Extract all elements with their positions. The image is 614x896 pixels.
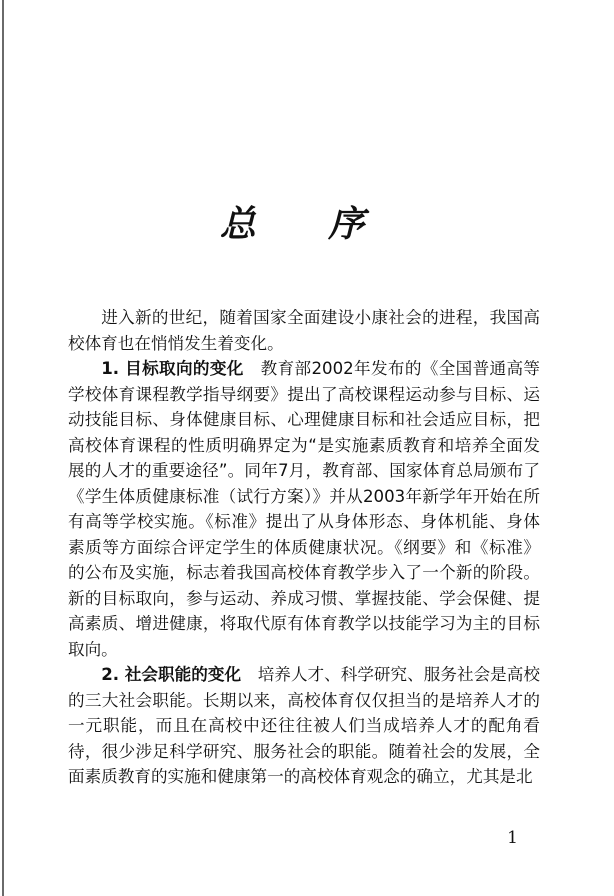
paragraph-intro — [68, 305, 540, 356]
paragraph-social-function — [68, 662, 540, 790]
page-left-border — [2, 0, 4, 896]
paragraph-social-function-heading: 2. 社会职能的变化 — [101, 665, 242, 684]
page-title: 总 序 — [219, 203, 395, 245]
page-number: 1 — [507, 828, 518, 848]
paragraph-goal-orientation-text: 教育部2002年发布的《全国普通高等学校体育课程教学指导纲要》提出了高校课程运动参与目标、运动技能目标、身体健康目标、心理健康目标和社会适应目标，把高校体育课程的性质明确界定为“是实施素质教育和培养全面发展的人才的重要途径”。同年7月，教育部、国家体育总局颁布了《学生体质健康标准（试行方案）》并从2003年新学年开始在所有高等学校实施。《标准》提出了从身体形态、身体机能、身体素质等方面综合评定学生的体质健康状况。《纲要》和《标准》的公布及实施，标志着我国高校体育教学步入了一个新的阶段。新的目标取向，参与运动、养成习惯、掌握技能、学会保健、提高素质、增进健康，将取代原有体育教学以技能学习为主的目标取向。 — [68, 359, 540, 659]
paragraph-social-function-text: 培养人才、科学研究、服务社会是高校的三大社会职能。长期以来，高校体育仅仅担当的是培养人才的一元职能，而且在高校中还往往被人们当成培养人才的配角看待，很少涉足科学研究、服务社会的职能。随着社会的发展，全面素质教育的实施和健康第一的高校体育观念的确立，尤其是北 — [68, 665, 540, 786]
paragraph-goal-orientation — [68, 356, 540, 662]
paragraph-intro-text: 进入新的世纪，随着国家全面建设小康社会的进程，我国高校体育也在悄悄发生着变化。 — [68, 308, 540, 353]
paragraph-goal-orientation-heading: 1. 目标取向的变化 — [101, 359, 244, 378]
body-text — [68, 305, 540, 790]
